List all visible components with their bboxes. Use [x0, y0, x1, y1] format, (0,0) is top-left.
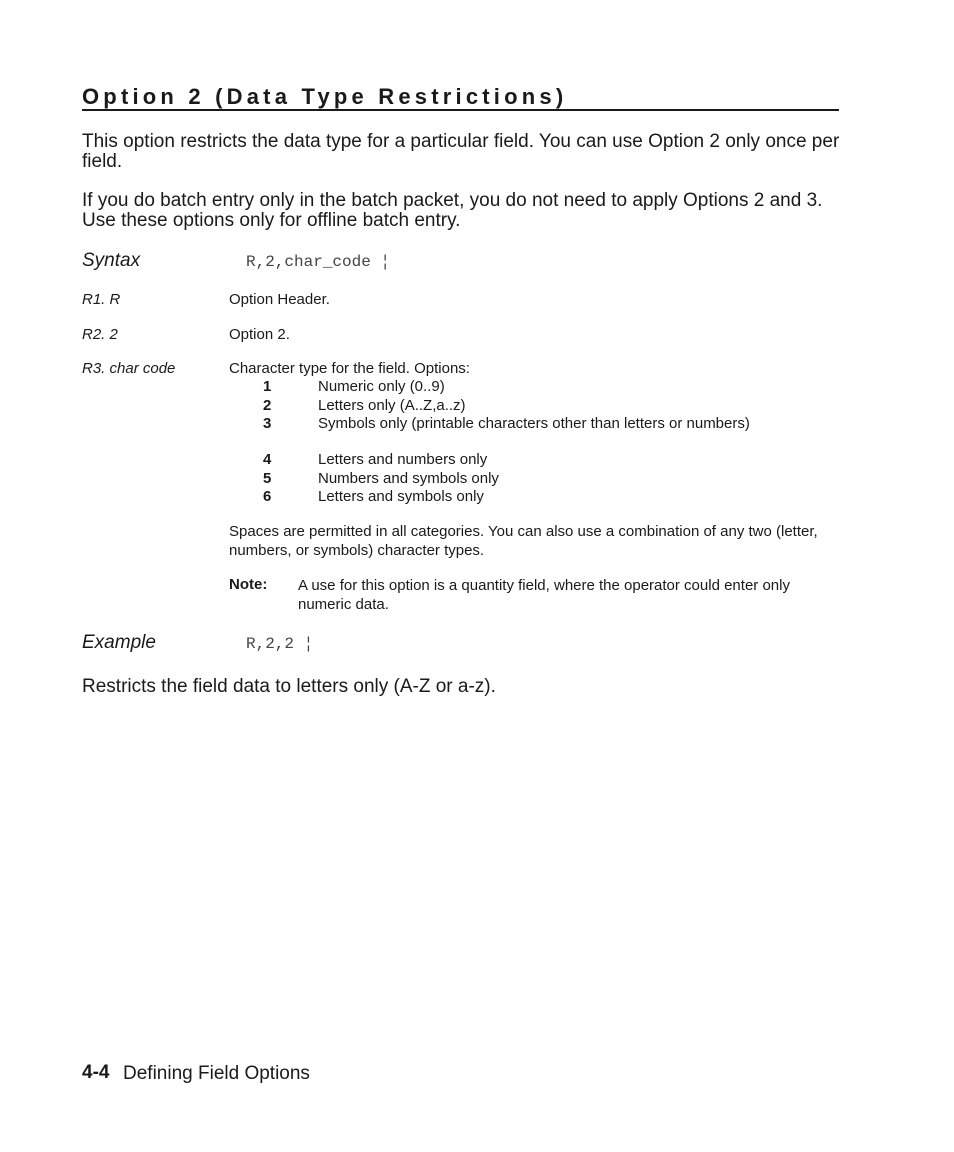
footer-title: Defining Field Options: [123, 1063, 310, 1084]
note-label: Note:: [229, 576, 268, 593]
param-label-r1: R1. R: [82, 291, 121, 308]
option-text: Numbers and symbols only: [318, 470, 499, 487]
param-label-r2: R2. 2: [82, 326, 118, 343]
param-desc-r2: Option 2.: [229, 326, 290, 343]
section-heading: Option 2 (Data Type Restrictions): [82, 84, 568, 109]
option-number: 5: [263, 470, 272, 487]
option-number: 3: [263, 415, 272, 432]
example-code: R,2,2 ¦: [246, 635, 314, 653]
syntax-label: Syntax: [82, 250, 141, 271]
option-number: 6: [263, 488, 272, 505]
option-number: 1: [263, 378, 272, 395]
option-text: Letters and symbols only: [318, 488, 484, 505]
option-text: Symbols only (printable characters other than letters or numbers): [318, 415, 750, 432]
example-label: Example: [82, 632, 156, 653]
param-desc-r3: Character type for the field. Options:: [229, 360, 470, 377]
option-number: 2: [263, 397, 272, 414]
batch-paragraph: If you do batch entry only in the batch packet, you do not need to apply Options 2 and 3. Use these options only for offline batch entry.: [82, 190, 823, 231]
param-label-r3: R3. char code: [82, 360, 176, 377]
option-number: 4: [263, 451, 272, 468]
spaces-note: Spaces are permitted in all categories. You can also use a combination of any two (letter, numbers, or symbols) character types.: [229, 523, 818, 559]
example-description: Restricts the field data to letters only (A-Z or a-z).: [82, 676, 496, 697]
param-desc-r1: Option Header.: [229, 291, 330, 308]
option-text: Letters only (A..Z,a..z): [318, 397, 466, 414]
option-text: Letters and numbers only: [318, 451, 488, 468]
intro-paragraph: This option restricts the data type for a particular field. You can use Option 2 only once per field.: [82, 131, 840, 172]
heading-underline: [82, 109, 839, 111]
note-text: A use for this option is a quantity field, where the operator could enter only numeric data.: [298, 577, 790, 613]
page-number: 4-4: [82, 1062, 110, 1083]
syntax-code: R,2,char_code ¦: [246, 253, 391, 271]
option-text: Numeric only (0..9): [318, 378, 445, 395]
